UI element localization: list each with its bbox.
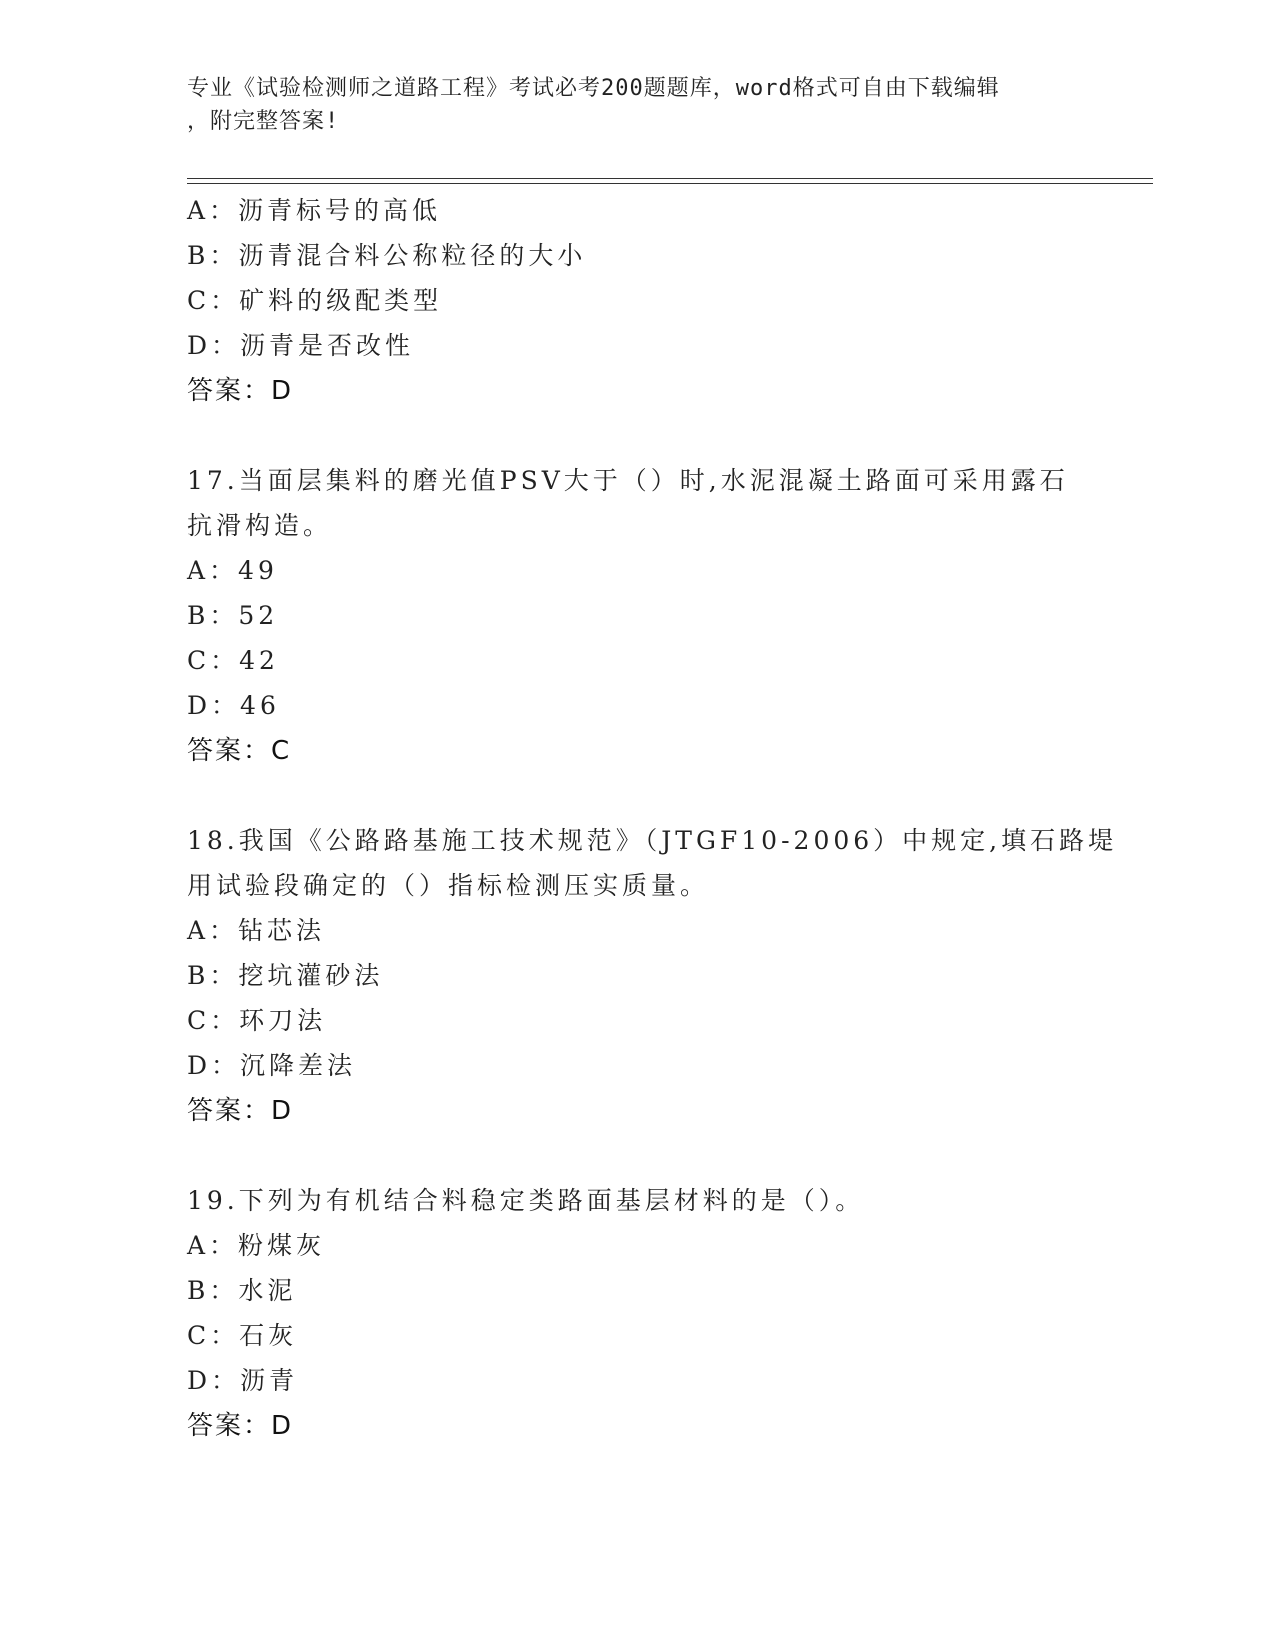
q18-option-c: C：环刀法 (187, 1006, 327, 1035)
header-line-1: 专业《试验检测师之道路工程》考试必考200题题库，word格式可自由下载编辑 (187, 76, 1000, 101)
q16-answer: 答案：D (187, 376, 294, 406)
q16-option-c: C：矿料的级配类型 (187, 286, 443, 315)
q18-stem-line-2: 用试验段确定的（）指标检测压实质量。 (187, 871, 710, 900)
q18-option-d: D：沉降差法 (187, 1051, 357, 1080)
q18-stem-line-1: 18.我国《公路路基施工技术规范》（JTGF10-2006）中规定,填石路堤 (187, 826, 1118, 855)
q18-option-b: B：挖坑灌砂法 (187, 961, 384, 990)
q17-stem-line-2: 抗滑构造。 (187, 511, 333, 540)
q19-option-b: B：水泥 (187, 1276, 297, 1305)
document-header (187, 72, 1067, 138)
q16-option-d: D：沥青是否改性 (187, 331, 415, 360)
q17-option-b: B：52 (187, 601, 279, 630)
q16-option-b: B：沥青混合料公称粒径的大小 (187, 241, 587, 270)
q17-option-d: D：46 (187, 691, 280, 720)
q19-stem-line-1: 19.下列为有机结合料稳定类路面基层材料的是（）。 (187, 1186, 865, 1215)
header-rule-bottom (187, 183, 1153, 184)
q19-option-c: C：石灰 (187, 1321, 298, 1350)
q17-option-a: A：49 (187, 556, 278, 585)
header-rule-top (187, 178, 1153, 179)
q19-answer: 答案：D (187, 1411, 294, 1441)
q16-option-a: A：沥青标号的高低 (187, 196, 442, 225)
q17-answer: 答案：C (187, 736, 292, 766)
q18-option-a: A：钻芯法 (187, 916, 326, 945)
q19-option-d: D：沥青 (187, 1366, 299, 1395)
q17-stem-line-1: 17.当面层集料的磨光值PSV大于（）时,水泥混凝土路面可采用露石 (187, 466, 1069, 495)
q17-option-c: C：42 (187, 646, 279, 675)
header-line-2: ，附完整答案! (187, 109, 340, 134)
q18-answer: 答案：D (187, 1096, 294, 1126)
q19-option-a: A：粉煤灰 (187, 1231, 326, 1260)
